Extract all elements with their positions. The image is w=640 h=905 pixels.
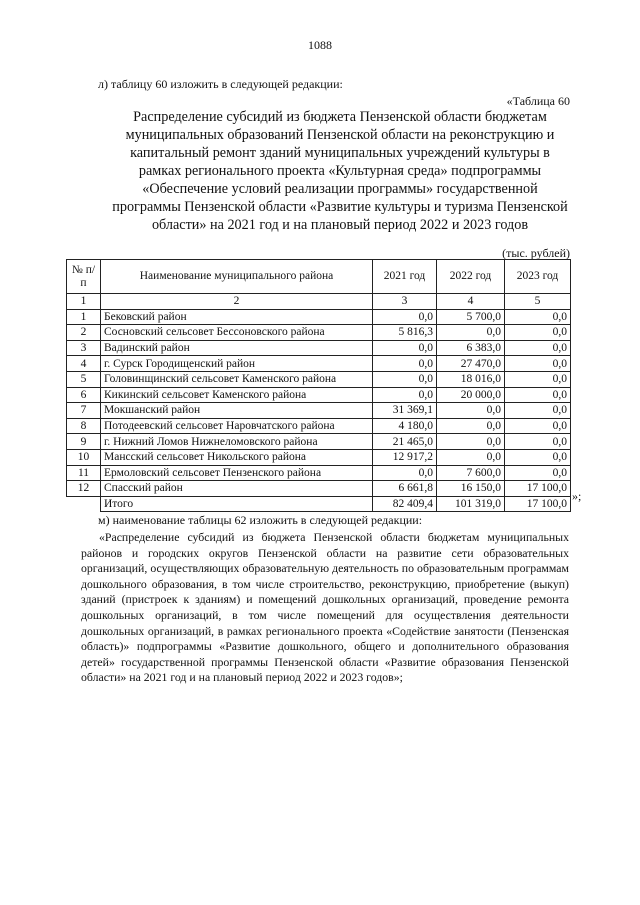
subsidy-table bbox=[66, 259, 571, 512]
value-2023: 0,0 bbox=[505, 309, 571, 325]
value-2022: 0,0 bbox=[437, 403, 505, 419]
value-2023: 0,0 bbox=[505, 434, 571, 450]
column-index-row bbox=[67, 294, 571, 310]
value-2021: 6 661,8 bbox=[373, 481, 437, 497]
value-2022: 18 016,0 bbox=[437, 371, 505, 387]
municipality-name: Головинщинский сельсовет Каменского района bbox=[101, 371, 373, 387]
municipality-name: г. Сурск Городищенский район bbox=[101, 356, 373, 372]
header-name: Наименование муниципального района bbox=[101, 260, 373, 294]
value-2021: 5 816,3 bbox=[373, 325, 437, 341]
header-num: № п/п bbox=[67, 260, 101, 294]
table-row bbox=[67, 465, 571, 481]
row-number: 7 bbox=[67, 403, 101, 419]
value-2022: 0,0 bbox=[437, 449, 505, 465]
row-number: 5 bbox=[67, 371, 101, 387]
municipality-name: Сосновский сельсовет Бессоновского района bbox=[101, 325, 373, 341]
value-2023: 17 100,0 bbox=[505, 481, 571, 497]
value-2021: 12 917,2 bbox=[373, 449, 437, 465]
value-2021: 0,0 bbox=[373, 387, 437, 403]
table-row bbox=[67, 449, 571, 465]
page-number: 1088 bbox=[308, 38, 332, 52]
table-row bbox=[67, 309, 571, 325]
row-number: 4 bbox=[67, 356, 101, 372]
value-2021: 0,0 bbox=[373, 371, 437, 387]
value-2022: 20 000,0 bbox=[437, 387, 505, 403]
value-2021: 0,0 bbox=[373, 309, 437, 325]
value-2022: 0,0 bbox=[437, 434, 505, 450]
intro-text: л) таблицу 60 изложить в следующей редакции: bbox=[98, 77, 343, 91]
header-2021: 2021 год bbox=[373, 260, 437, 294]
header-2022: 2022 год bbox=[437, 260, 505, 294]
row-number: 9 bbox=[67, 434, 101, 450]
row-number: 6 bbox=[67, 387, 101, 403]
table-title: Распределение субсидий из бюджета Пензенской области бюджетам муниципальных образований Пензенской области на реконструкцию и капитальный ремонт зданий муниципальных учреждений культуры в рамках регионального проекта «Культурная среда» подпрограммы «Обеспечение условий реализации программы» государственной программы Пензенской области «Развитие культуры и туризма Пензенской области» на 2021 год и на плановый период 2022 и 2023 годов bbox=[112, 109, 568, 233]
value-2022: 6 383,0 bbox=[437, 340, 505, 356]
total-num-cell bbox=[67, 496, 101, 512]
row-number: 12 bbox=[67, 481, 101, 497]
value-2022: 0,0 bbox=[437, 418, 505, 434]
municipality-name: Кикинский сельсовет Каменского района bbox=[101, 387, 373, 403]
total-label: Итого bbox=[101, 496, 373, 512]
municipality-name: г. Нижний Ломов Нижнеломовского района bbox=[101, 434, 373, 450]
item-m-text: м) наименование таблицы 62 изложить в следующей редакции: bbox=[98, 513, 423, 527]
value-2023: 0,0 bbox=[505, 465, 571, 481]
value-2022: 27 470,0 bbox=[437, 356, 505, 372]
column-index: 1 bbox=[67, 294, 101, 310]
row-number: 2 bbox=[67, 325, 101, 341]
total-2023: 17 100,0 bbox=[505, 496, 571, 512]
value-2021: 4 180,0 bbox=[373, 418, 437, 434]
table-row bbox=[67, 387, 571, 403]
municipality-name: Ермоловский сельсовет Пензенского района bbox=[101, 465, 373, 481]
value-2022: 0,0 bbox=[437, 325, 505, 341]
value-2023: 0,0 bbox=[505, 449, 571, 465]
table-row bbox=[67, 340, 571, 356]
table-row bbox=[67, 403, 571, 419]
municipality-name: Вадинский район bbox=[101, 340, 373, 356]
table-row bbox=[67, 481, 571, 497]
table-row bbox=[67, 356, 571, 372]
value-2022: 16 150,0 bbox=[437, 481, 505, 497]
row-number: 3 bbox=[67, 340, 101, 356]
table-header-row bbox=[67, 260, 571, 294]
total-row bbox=[67, 496, 571, 512]
row-number: 8 bbox=[67, 418, 101, 434]
total-2021: 82 409,4 bbox=[373, 496, 437, 512]
row-number: 1 bbox=[67, 309, 101, 325]
value-2023: 0,0 bbox=[505, 387, 571, 403]
value-2023: 0,0 bbox=[505, 325, 571, 341]
table-62-title-text: «Распределение субсидий из бюджета Пензенской области бюджетам муниципальных районов и городских округов Пензенской области на развитие сети образовательных организаций, осуществляющих образовательную деятельность по образовательным программам дошкольного образования, в том числе строительство, реконструкцию, приобретение (выкуп) зданий (пристроек к зданиям) и помещений дошкольных организаций, проведение ремонта дошкольных организаций, в том числе помещений для осуществления деятельности дошкольных организаций, в рамках регионального проекта «Содействие занятости (Пензенская область)» подпрограммы «Развитие дошкольного, общего и дополнительного образования детей» государственной программы Пензенской области «Развитие образования Пензенской области» на 2021 год и на плановый период 2022 и 2023 годов»; bbox=[81, 530, 569, 685]
value-2021: 31 369,1 bbox=[373, 403, 437, 419]
value-2022: 7 600,0 bbox=[437, 465, 505, 481]
row-number: 11 bbox=[67, 465, 101, 481]
column-index: 3 bbox=[373, 294, 437, 310]
table-row bbox=[67, 434, 571, 450]
municipality-name: Бековский район bbox=[101, 309, 373, 325]
value-2021: 0,0 bbox=[373, 340, 437, 356]
units-label: (тыс. рублей) bbox=[502, 246, 570, 260]
municipality-name: Мансский сельсовет Никольского района bbox=[101, 449, 373, 465]
value-2022: 5 700,0 bbox=[437, 309, 505, 325]
closing-quote: »; bbox=[572, 489, 582, 503]
municipality-name: Спасский район bbox=[101, 481, 373, 497]
header-2023: 2023 год bbox=[505, 260, 571, 294]
value-2021: 0,0 bbox=[373, 356, 437, 372]
value-2023: 0,0 bbox=[505, 340, 571, 356]
value-2023: 0,0 bbox=[505, 371, 571, 387]
value-2021: 21 465,0 bbox=[373, 434, 437, 450]
total-2022: 101 319,0 bbox=[437, 496, 505, 512]
municipality-name: Потодеевский сельсовет Наровчатского района bbox=[101, 418, 373, 434]
column-index: 4 bbox=[437, 294, 505, 310]
column-index: 2 bbox=[101, 294, 373, 310]
row-number: 10 bbox=[67, 449, 101, 465]
value-2023: 0,0 bbox=[505, 356, 571, 372]
value-2023: 0,0 bbox=[505, 403, 571, 419]
table-row bbox=[67, 325, 571, 341]
value-2023: 0,0 bbox=[505, 418, 571, 434]
table-row bbox=[67, 371, 571, 387]
value-2021: 0,0 bbox=[373, 465, 437, 481]
municipality-name: Мокшанский район bbox=[101, 403, 373, 419]
table-reference: «Таблица 60 bbox=[506, 94, 570, 108]
table-row bbox=[67, 418, 571, 434]
column-index: 5 bbox=[505, 294, 571, 310]
